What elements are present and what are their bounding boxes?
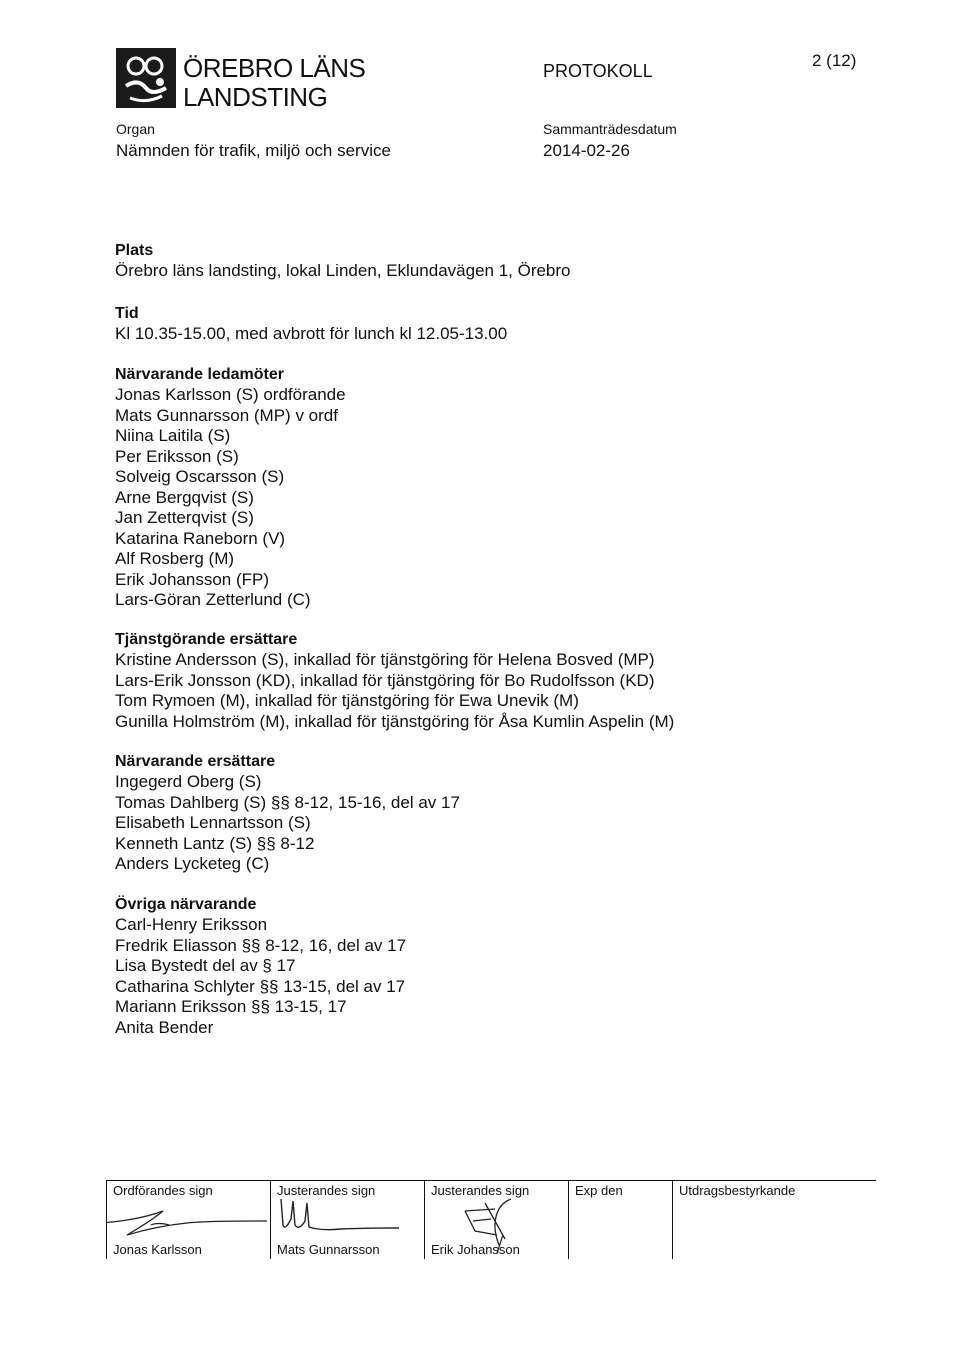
- plats-heading: Plats: [115, 242, 154, 259]
- plats-text: Örebro läns landsting, lokal Linden, Eklundavägen 1, Örebro: [115, 261, 571, 280]
- justerare-1-name: Mats Gunnarsson: [277, 1242, 380, 1257]
- logo-line-2: LANDSTING: [183, 82, 328, 112]
- list-item: Fredrik Eliasson §§ 8-12, 16, del av 17: [115, 935, 407, 955]
- list-item: Arne Bergqvist (S): [115, 487, 254, 507]
- list-item: Jan Zetterqvist (S): [115, 508, 254, 527]
- list-item: Per Eriksson (S): [115, 446, 239, 466]
- list-item: Carl-Henry Eriksson: [115, 915, 268, 934]
- tjanstgorande-heading: Tjänstgörande ersättare: [115, 631, 298, 648]
- ovriga-heading: Övriga närvarande: [115, 896, 257, 913]
- ersattare-heading: Närvarande ersättare: [115, 753, 276, 770]
- page-number: 2 (12): [812, 51, 857, 70]
- date-label: Sammanträdesdatum: [543, 121, 677, 137]
- list-item: Mariann Eriksson §§ 13-15, 17: [115, 997, 347, 1016]
- tjanstgorande-section: [115, 630, 875, 732]
- list-item: Kristine Andersson (S), inkallad för tjänstgöring för Helena Bosved (MP): [115, 650, 655, 669]
- organ-value: Nämnden för trafik, miljö och service: [116, 141, 391, 160]
- signature-cell-utdrag: [672, 1181, 877, 1259]
- list-item: Anita Bender: [115, 1017, 214, 1037]
- signature-table: [106, 1180, 876, 1259]
- logo-wordmark: [183, 54, 365, 112]
- tid-text: Kl 10.35-15.00, med avbrott för lunch kl 12.05-13.00: [115, 324, 508, 343]
- exp-den-label: Exp den: [575, 1183, 623, 1198]
- tid-heading: Tid: [115, 305, 139, 322]
- ordforande-signature-icon: [107, 1195, 271, 1241]
- utdragsbestyrkande-label: Utdragsbestyrkande: [679, 1183, 796, 1198]
- signature-cell-justerare-2: [424, 1181, 569, 1259]
- list-item: Niina Laitila (S): [115, 426, 231, 445]
- list-item: Erik Johansson (FP): [115, 569, 269, 589]
- list-item: Tomas Dahlberg (S) §§ 8-12, 15-16, del av 17: [115, 792, 460, 812]
- ordforande-name: Jonas Karlsson: [113, 1242, 202, 1257]
- list-item: Ingegerd Oberg (S): [115, 772, 262, 791]
- signature-cell-justerare-1: [270, 1181, 425, 1259]
- list-item: Anders Lycketeg (C): [115, 854, 270, 873]
- signature-cell-exp: [568, 1181, 673, 1259]
- list-item: Lars-Göran Zetterlund (C): [115, 590, 311, 609]
- list-item: Catharina Schlyter §§ 13-15, del av 17: [115, 976, 406, 996]
- list-item: Elisabeth Lennartsson (S): [115, 813, 311, 832]
- list-item: Jonas Karlsson (S) ordförande: [115, 385, 346, 404]
- landsting-logo-icon: [116, 48, 176, 108]
- list-item: Katarina Raneborn (V): [115, 528, 286, 548]
- plats-section: [115, 241, 875, 282]
- logo-line-1: ÖREBRO LÄNS: [183, 53, 366, 83]
- date-value: 2014-02-26: [543, 141, 630, 160]
- list-item: Gunilla Holmström (M), inkallad för tjänstgöring för Åsa Kumlin Aspelin (M): [115, 711, 675, 731]
- signature-cell-ordforande: [106, 1181, 271, 1259]
- organ-label: Organ: [116, 121, 155, 137]
- list-item: Alf Rosberg (M): [115, 549, 235, 568]
- tid-section: [115, 304, 875, 345]
- list-item: Lars-Erik Jonsson (KD), inkallad för tjänstgöring för Bo Rudolfsson (KD): [115, 670, 655, 690]
- list-item: Tom Rymoen (M), inkallad för tjänstgöring för Ewa Unevik (M): [115, 691, 579, 710]
- justerare-2-name: Erik Johansson: [431, 1242, 520, 1257]
- ersattare-section: [115, 752, 875, 875]
- ordforande-sign-label: Ordförandes sign: [113, 1183, 213, 1198]
- justerare-2-sign-label: Justerandes sign: [431, 1183, 530, 1198]
- ovriga-section: [115, 895, 875, 1038]
- list-item: Kenneth Lantz (S) §§ 8-12: [115, 833, 315, 853]
- list-item: Lisa Bystedt del av § 17: [115, 956, 296, 975]
- document-type: PROTOKOLL: [543, 61, 653, 81]
- justerare-1-sign-label: Justerandes sign: [277, 1183, 376, 1198]
- list-item: Mats Gunnarsson (MP) v ordf: [115, 405, 338, 425]
- list-item: Solveig Oscarsson (S): [115, 467, 285, 486]
- justerare-1-signature-icon: [271, 1195, 425, 1241]
- ledamoter-heading: Närvarande ledamöter: [115, 366, 284, 383]
- ledamoter-section: [115, 365, 875, 611]
